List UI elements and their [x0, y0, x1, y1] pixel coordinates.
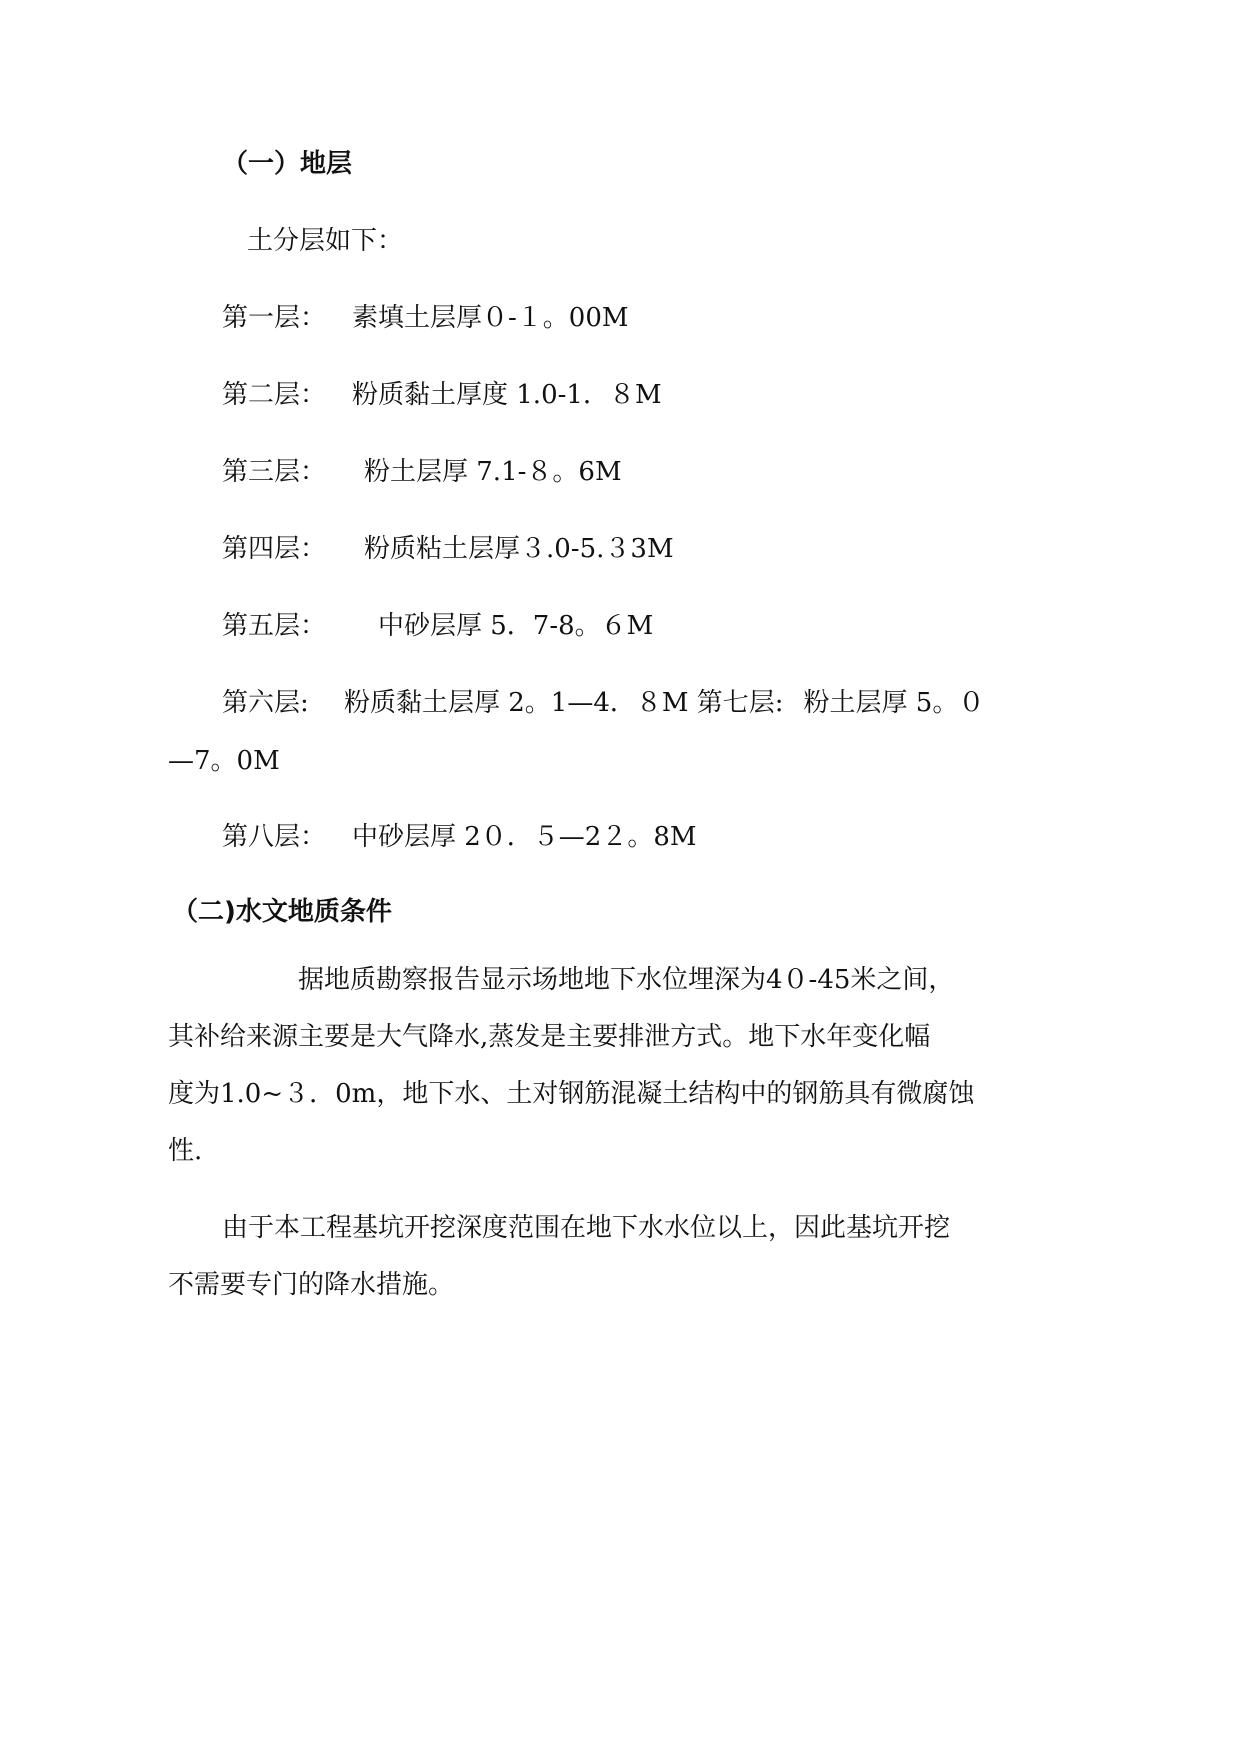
layer-label: 第八层：	[222, 822, 327, 852]
layer-row	[222, 378, 662, 412]
layer-desc: 中砂层厚 5．7-8。６M	[378, 611, 654, 641]
layer-label: 第二层：	[222, 380, 327, 410]
layer-desc: 中砂层厚 2０．５—2２。8M	[352, 822, 697, 852]
layer-label: 第四层：	[222, 534, 327, 564]
layer-label: 第一层：	[222, 303, 327, 333]
layer-row	[222, 609, 653, 643]
layer-row	[222, 455, 622, 489]
layer-desc: 素填土层厚０-１。00M	[352, 303, 629, 333]
section-heading-strata: （一）地层	[222, 149, 353, 179]
section-heading-hydrogeology: （二)水文地质条件	[172, 897, 392, 927]
paragraph-line: 性.	[168, 1136, 203, 1166]
paragraph-line: 据地质勘察报告显示场地地下水位埋深为4０-45米之间，	[298, 965, 955, 995]
layer-desc: 粉质黏土厚度 1.0-1．８M	[352, 380, 662, 410]
paragraph-line: 度为1.0~３．0m，地下水、土对钢筋混凝土结构中的钢筋具有微腐蚀	[168, 1079, 975, 1109]
paragraph-line: 由于本工程基坑开挖深度范围在地下水水位以上，因此基坑开挖	[222, 1213, 951, 1243]
paragraph-line: 不需要专门的降水措施。	[168, 1270, 455, 1300]
layer-desc: 粉质黏土层厚 2。1—4．８M 第七层:	[344, 688, 784, 718]
layer-label: 第五层：	[222, 611, 327, 641]
layer7-desc: 粉土层厚 5。０	[803, 688, 985, 718]
layer7-desc-continued: —7。0M	[168, 746, 280, 776]
layer-label: 第六层:	[222, 688, 309, 718]
layer-row	[222, 301, 629, 335]
layer-row	[222, 820, 697, 854]
paragraph-line: 其补给来源主要是大气降水,蒸发是主要排泄方式。地下水年变化幅	[168, 1022, 931, 1052]
layer-row	[222, 686, 984, 720]
layer-desc: 粉质粘土层厚３.0-5.３3M	[364, 534, 674, 564]
layer-desc: 粉土层厚 7.1-８。6M	[364, 457, 622, 487]
layer-row	[222, 532, 674, 566]
strata-intro: 土分层如下：	[247, 226, 404, 256]
layer-label: 第三层：	[222, 457, 327, 487]
